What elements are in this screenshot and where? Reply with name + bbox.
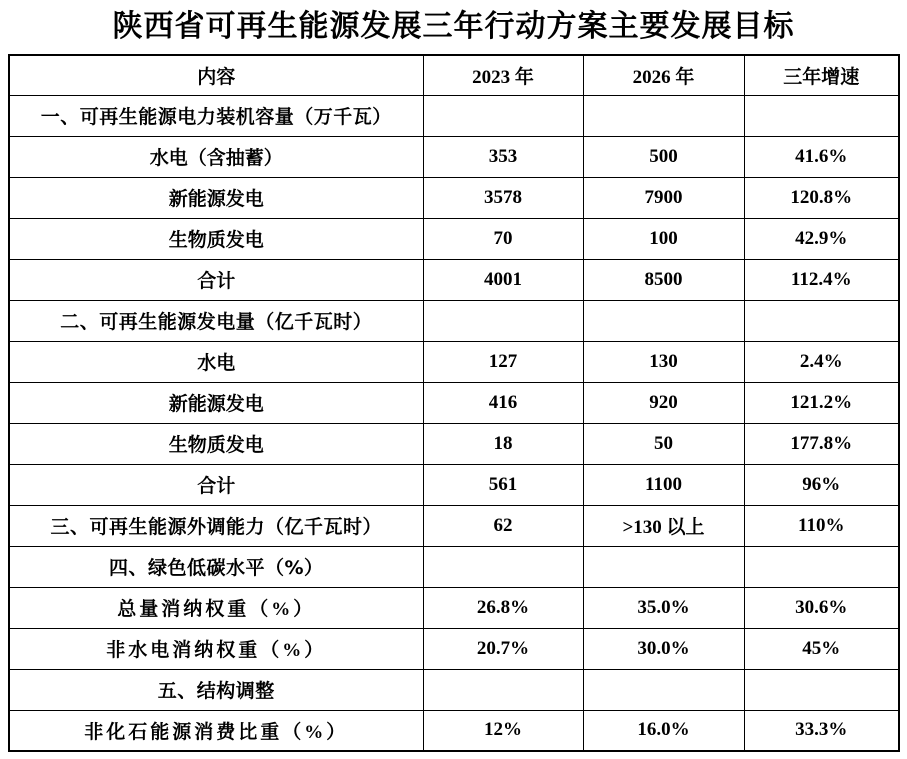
section-row <box>9 505 899 546</box>
value-growth: 121.2% <box>744 382 899 423</box>
value-2023: 20.7% <box>423 628 583 669</box>
value-growth: 33.3% <box>744 710 899 751</box>
value-2023 <box>423 95 583 136</box>
table-row <box>9 423 899 464</box>
value-growth: 42.9% <box>744 218 899 259</box>
value-2026: 920 <box>583 382 744 423</box>
value-2026: 100 <box>583 218 744 259</box>
row-label: 合计 <box>9 259 423 300</box>
value-growth: 110% <box>744 505 899 546</box>
value-2023: 26.8% <box>423 587 583 628</box>
row-label: 合计 <box>9 464 423 505</box>
value-2026: 500 <box>583 136 744 177</box>
value-2026: 30.0% <box>583 628 744 669</box>
row-label: 新能源发电 <box>9 177 423 218</box>
goals-table <box>8 54 900 752</box>
row-label: 生物质发电 <box>9 423 423 464</box>
section-row <box>9 546 899 587</box>
value-growth: 2.4% <box>744 341 899 382</box>
value-growth <box>744 95 899 136</box>
row-label: 水电 <box>9 341 423 382</box>
value-2023 <box>423 546 583 587</box>
value-growth <box>744 546 899 587</box>
value-2026: 1100 <box>583 464 744 505</box>
value-growth <box>744 300 899 341</box>
table-body <box>9 95 899 751</box>
value-2026: 35.0% <box>583 587 744 628</box>
value-growth: 41.6% <box>744 136 899 177</box>
row-label: 四、绿色低碳水平（%） <box>9 546 423 587</box>
table-row <box>9 341 899 382</box>
table-row <box>9 218 899 259</box>
value-2023: 4001 <box>423 259 583 300</box>
value-2023: 127 <box>423 341 583 382</box>
value-2023 <box>423 300 583 341</box>
row-label: 总量消纳权重（%） <box>9 587 423 628</box>
header-row <box>9 55 899 95</box>
row-label: 二、可再生能源发电量（亿千瓦时） <box>9 300 423 341</box>
table-row <box>9 587 899 628</box>
value-2026 <box>583 669 744 710</box>
header-cell-2023: 2023 年 <box>423 55 583 95</box>
table-row <box>9 628 899 669</box>
value-2026: 7900 <box>583 177 744 218</box>
table-row <box>9 136 899 177</box>
value-2026: >130 以上 <box>583 505 744 546</box>
value-2026: 130 <box>583 341 744 382</box>
value-growth: 177.8% <box>744 423 899 464</box>
table-row <box>9 259 899 300</box>
table-header <box>9 55 899 95</box>
value-2023: 416 <box>423 382 583 423</box>
value-2023: 70 <box>423 218 583 259</box>
value-2023: 3578 <box>423 177 583 218</box>
value-growth: 30.6% <box>744 587 899 628</box>
row-label: 新能源发电 <box>9 382 423 423</box>
row-label: 水电（含抽蓄） <box>9 136 423 177</box>
value-2026: 50 <box>583 423 744 464</box>
value-growth: 96% <box>744 464 899 505</box>
value-2026: 8500 <box>583 259 744 300</box>
section-row <box>9 300 899 341</box>
section-row <box>9 95 899 136</box>
value-2026: 16.0% <box>583 710 744 751</box>
table-row <box>9 710 899 751</box>
row-label: 五、结构调整 <box>9 669 423 710</box>
row-label: 非化石能源消费比重（%） <box>9 710 423 751</box>
value-growth <box>744 669 899 710</box>
value-2023: 18 <box>423 423 583 464</box>
row-label: 生物质发电 <box>9 218 423 259</box>
value-2026 <box>583 300 744 341</box>
value-growth: 112.4% <box>744 259 899 300</box>
section-row <box>9 669 899 710</box>
value-2026 <box>583 95 744 136</box>
value-2023 <box>423 669 583 710</box>
document-title: 陕西省可再生能源发展三年行动方案主要发展目标 <box>112 10 795 43</box>
row-label: 一、可再生能源电力装机容量（万千瓦） <box>9 95 423 136</box>
header-cell-growth: 三年增速 <box>744 55 899 95</box>
value-growth: 120.8% <box>744 177 899 218</box>
value-2023: 62 <box>423 505 583 546</box>
header-cell-2026: 2026 年 <box>583 55 744 95</box>
value-2023: 12% <box>423 710 583 751</box>
value-2026 <box>583 546 744 587</box>
table-row <box>9 464 899 505</box>
row-label: 三、可再生能源外调能力（亿千瓦时） <box>9 505 423 546</box>
row-label: 非水电消纳权重（%） <box>9 628 423 669</box>
value-growth: 45% <box>744 628 899 669</box>
value-2023: 353 <box>423 136 583 177</box>
value-2023: 561 <box>423 464 583 505</box>
header-cell-content: 内容 <box>9 55 423 95</box>
table-row <box>9 382 899 423</box>
table-row <box>9 177 899 218</box>
